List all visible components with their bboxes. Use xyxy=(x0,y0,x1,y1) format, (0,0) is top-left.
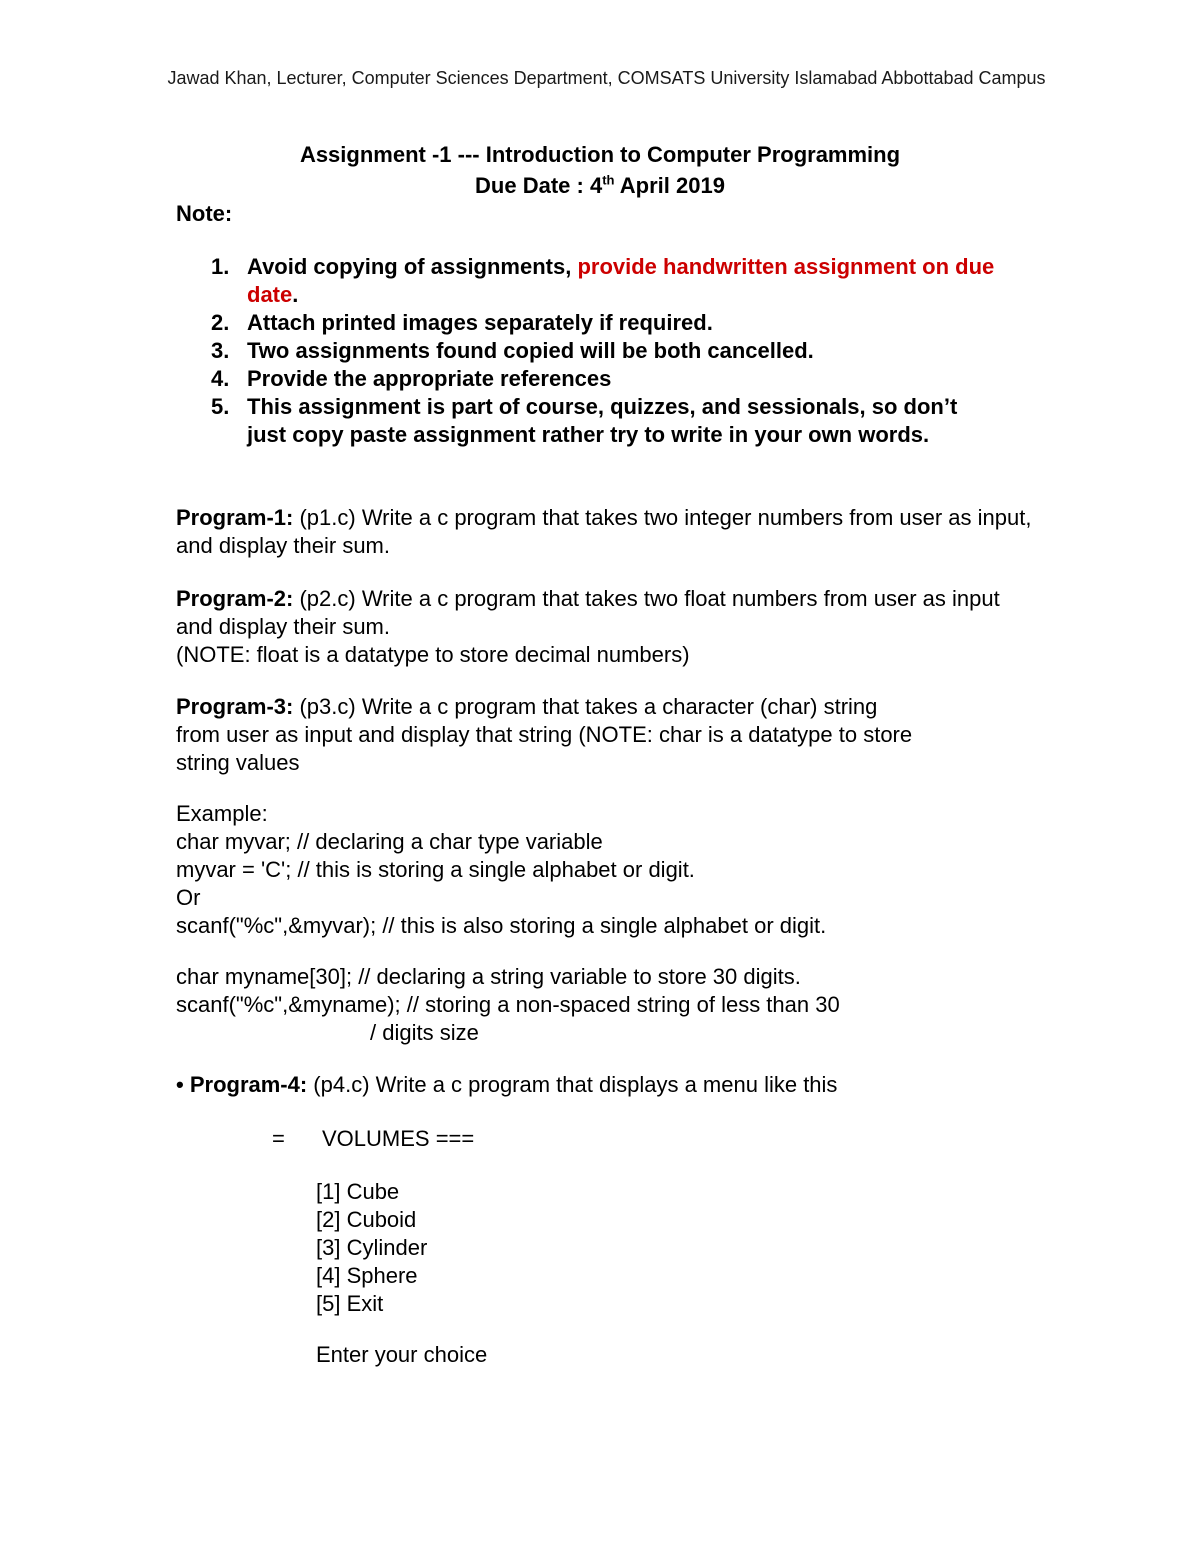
menu-item: [4] Sphere xyxy=(316,1263,418,1288)
due-suffix: April 2019 xyxy=(614,173,725,198)
note-item xyxy=(176,393,996,449)
note-text: This assignment is part of course, quizzes, and sessionals, so don’t just copy paste assignment rather try to write in your own words. xyxy=(247,394,958,447)
due-date xyxy=(0,173,1200,199)
program-3 xyxy=(176,693,1036,777)
example-line: Or xyxy=(176,885,201,910)
note-number: 1. xyxy=(211,254,230,279)
example-slash-line: / digits size xyxy=(370,1020,479,1045)
program-4 xyxy=(176,1071,1036,1099)
program-2-label: Program-2: xyxy=(176,586,294,611)
note-text: Avoid copying of assignments, xyxy=(247,254,578,279)
note-highlight: provide handwritten assignment on due date xyxy=(247,254,995,307)
program-2-description xyxy=(176,585,1036,641)
note-item xyxy=(176,253,996,309)
program-4-text: (p4.c) Write a c program that displays a menu like this xyxy=(307,1072,838,1097)
menu-items xyxy=(316,1178,427,1318)
note-number: 3. xyxy=(211,338,230,363)
example-line: myvar = 'C'; // this is storing a single alphabet or digit. xyxy=(176,857,695,882)
note-text: Two assignments found copied will be both cancelled. xyxy=(247,338,814,363)
menu-item: [1] Cube xyxy=(316,1179,400,1204)
note-number: 5. xyxy=(211,394,230,419)
menu-item: [2] Cuboid xyxy=(316,1207,417,1232)
page-header: Jawad Khan, Lecturer, Computer Sciences Department, COMSATS University Islamabad Abbottabad Campus xyxy=(167,68,1046,88)
example-line: char myvar; // declaring a char type variable xyxy=(176,829,603,854)
note-item xyxy=(176,309,996,337)
program-1-label: Program-1: xyxy=(176,505,294,530)
menu-eq: = xyxy=(272,1126,285,1151)
note-number: 2. xyxy=(211,310,230,335)
program-3-line-3: string values xyxy=(176,750,300,775)
notes-list xyxy=(176,253,996,449)
note-number: 4. xyxy=(211,366,230,391)
program-1-text: (p1.c) Write a c program that takes two integer numbers from user as input, and display their sum. xyxy=(176,505,1032,558)
example-line: scanf("%c",&myvar); // this is also storing a single alphabet or digit. xyxy=(176,913,827,938)
due-prefix: Due Date : 4 xyxy=(475,173,603,198)
menu-item: [3] Cylinder xyxy=(316,1235,428,1260)
example-line: Example: xyxy=(176,801,268,826)
assignment-title: Assignment -1 --- Introduction to Computer Programming xyxy=(299,142,901,167)
note-item xyxy=(176,337,996,365)
note-item xyxy=(176,365,996,393)
menu-prompt: Enter your choice xyxy=(316,1342,488,1367)
menu-title xyxy=(272,1125,474,1153)
program-2-note: (NOTE: float is a datatype to store decimal numbers) xyxy=(176,642,690,667)
menu-title-text: VOLUMES === xyxy=(322,1126,475,1151)
program-3-label: Program-3: xyxy=(176,694,294,719)
note-text: Attach printed images separately if required. xyxy=(247,310,713,335)
program-3-line-1 xyxy=(176,693,1036,721)
program-1 xyxy=(176,504,1036,560)
menu-item: [5] Exit xyxy=(316,1291,384,1316)
program-2 xyxy=(176,585,1036,669)
due-sup: th xyxy=(602,172,615,188)
example-block-2 xyxy=(176,963,1036,1047)
note-text: Provide the appropriate references xyxy=(247,366,612,391)
example-block xyxy=(176,800,1036,940)
program-3-text: (p3.c) Write a c program that takes a character (char) string xyxy=(293,694,878,719)
program-4-bullet: • xyxy=(176,1072,190,1097)
program-3-line-2: from user as input and display that string (NOTE: char is a datatype to store xyxy=(176,722,913,747)
note-label: Note: xyxy=(176,201,233,226)
program-2-text: (p2.c) Write a c program that takes two float numbers from user as input and display their sum. xyxy=(176,586,1000,639)
example-line: scanf("%c",&myname); // storing a non-spaced string of less than 30 xyxy=(176,992,840,1017)
note-after: . xyxy=(292,282,299,307)
program-4-label: Program-4: xyxy=(189,1072,308,1097)
example-line: char myname[30]; // declaring a string variable to store 30 digits. xyxy=(176,964,801,989)
